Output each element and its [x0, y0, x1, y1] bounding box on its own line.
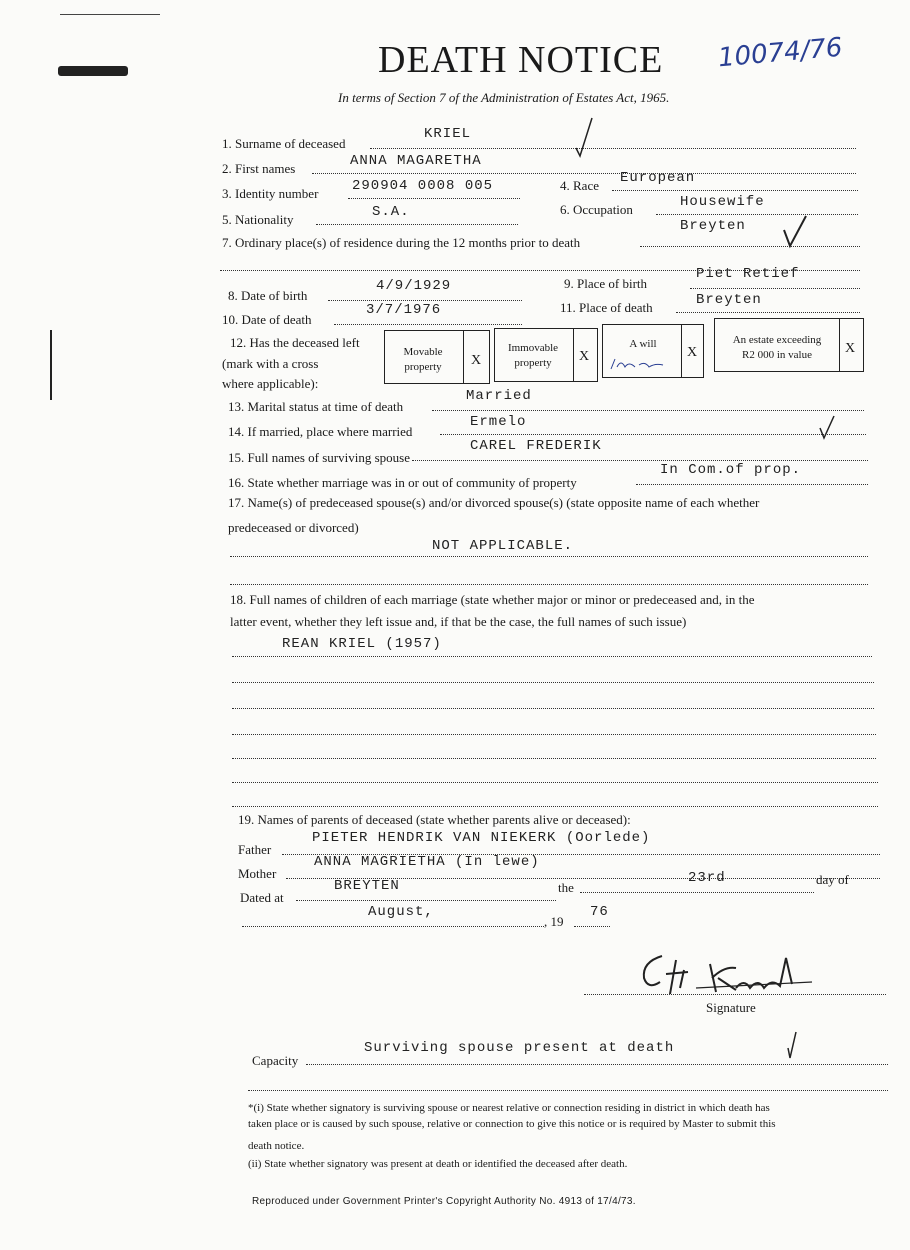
mother-value: ANNA MAGRIETHA (In lewe): [314, 854, 540, 870]
predeceased-spouse-line-2: [230, 584, 868, 585]
mother-label: Mother: [238, 866, 277, 881]
dated-at-label: Dated at: [240, 890, 284, 905]
estate-divider: [839, 319, 840, 371]
place-married-value: Ermelo: [470, 414, 527, 430]
dated-at-value: BREYTEN: [334, 878, 400, 894]
date-of-death-line: [334, 324, 522, 325]
community-property-line: [636, 484, 868, 485]
assets-label-1: 12. Has the deceased left: [230, 335, 360, 350]
date-of-death-value: 3/7/1976: [366, 302, 442, 318]
note-1-line-1: *(i) State whether signatory is surviving spouse or nearest relative or connection residing in district in which death has: [248, 1102, 770, 1114]
place-of-death-value: Breyten: [696, 292, 762, 308]
date-of-birth-line: [328, 300, 522, 301]
year-line: [574, 926, 610, 927]
note-1-line-3: death notice.: [248, 1140, 305, 1152]
predeceased-spouse-value: NOT APPLICABLE.: [432, 538, 574, 554]
predeceased-spouse-label-1: 17. Name(s) of predeceased spouse(s) and/or divorced spouse(s) (state opposite name of each whether: [228, 495, 760, 510]
place-married-label: 14. If married, place where married: [228, 424, 413, 439]
capacity-line: [306, 1064, 888, 1065]
marital-status-value: Married: [466, 388, 532, 404]
month-value: August,: [368, 904, 434, 920]
children-line-4: [232, 734, 876, 735]
surviving-spouse-label: 15. Full names of surviving spouse: [228, 450, 410, 465]
page-title: DEATH NOTICE: [378, 39, 664, 81]
check-mark-icon: [572, 116, 596, 160]
check-mark-icon: [784, 1030, 798, 1060]
movable-divider: [463, 331, 464, 383]
identity-number-label: 3. Identity number: [222, 186, 319, 201]
day-line: [580, 892, 814, 893]
children-label-2: latter event, whether they left issue and, if that be the case, the full names of such issue): [230, 614, 687, 629]
immovable-property-box: [494, 328, 598, 382]
surname-line: [370, 148, 856, 149]
nationality-line: [316, 224, 518, 225]
surviving-spouse-line: [412, 460, 868, 461]
father-value: PIETER HENDRIK VAN NIEKERK (Oorlede): [312, 830, 651, 846]
dated-at-line: [296, 900, 556, 901]
date-of-birth-label: 8. Date of birth: [228, 288, 308, 303]
place-of-death-label: 11. Place of death: [560, 300, 653, 315]
estate-value-box: [714, 318, 864, 372]
signature-image: [632, 948, 842, 998]
signature-label: Signature: [706, 1000, 756, 1015]
community-property-label: 16. State whether marriage was in or out of community of property: [228, 475, 577, 490]
scan-top-line: [60, 14, 160, 15]
scan-edge-mark: [50, 330, 52, 400]
predeceased-spouse-line: [230, 556, 868, 557]
capacity-value: Surviving spouse present at death: [364, 1040, 675, 1056]
marital-status-line: [432, 410, 864, 411]
movable-property-box: [384, 330, 490, 384]
check-mark-icon: [782, 214, 808, 250]
scan-binder-mark: [58, 66, 128, 76]
children-line-2: [232, 682, 874, 683]
immovable-label-1: Immovable: [507, 342, 559, 354]
check-mark-icon: [818, 414, 836, 440]
nationality-value: S.A.: [372, 204, 410, 220]
the-label: the: [558, 880, 574, 895]
estate-mark: X: [845, 341, 856, 356]
file-number: 10074/76: [716, 32, 844, 74]
will-box: [602, 324, 704, 378]
first-names-label: 2. First names: [222, 161, 296, 176]
estate-label-1: An estate exceeding: [732, 334, 822, 346]
note-1-line-2: taken place or is caused by such spouse, relative or connection to give this notice or is required by Master to submit this: [248, 1118, 776, 1130]
first-names-line: [312, 173, 856, 174]
day-of-label: day of: [816, 872, 849, 887]
movable-mark: X: [471, 353, 482, 368]
movable-label-2: property: [404, 361, 442, 373]
date-of-death-label: 10. Date of death: [222, 312, 312, 327]
residence-value: Breyten: [680, 218, 746, 234]
surname-label: 1. Surname of deceased: [222, 136, 346, 151]
will-mark: X: [687, 345, 698, 360]
children-line-7: [232, 806, 878, 807]
signature-line: [584, 994, 886, 995]
children-line-6: [232, 782, 878, 783]
date-of-birth-value: 4/9/1929: [376, 278, 452, 294]
immovable-label-2: property: [514, 357, 552, 369]
race-label: 4. Race: [560, 178, 599, 193]
place-of-birth-label: 9. Place of birth: [564, 276, 648, 291]
identity-number-line: [348, 198, 520, 199]
surviving-spouse-value: CAREL FREDERIK: [470, 438, 602, 454]
children-label-1: 18. Full names of children of each marriage (state whether major or minor or predeceased and, in the: [230, 592, 755, 607]
children-value: REAN KRIEL (1957): [282, 636, 442, 652]
year-value: 76: [590, 904, 609, 920]
surname-value: KRIEL: [424, 126, 472, 142]
marital-status-label: 13. Marital status at time of death: [228, 399, 404, 414]
month-line: [242, 926, 544, 927]
predeceased-spouse-label-2: predeceased or divorced): [228, 520, 359, 535]
estate-label-2: R2 000 in value: [742, 349, 812, 361]
residence-label: 7. Ordinary place(s) of residence during the 12 months prior to death: [222, 235, 581, 250]
identity-number-value: 290904 0008 005: [352, 178, 494, 194]
residence-line: [640, 246, 860, 247]
movable-label-1: Movable: [403, 346, 443, 358]
place-of-birth-value: Piet Retief: [696, 266, 800, 282]
capacity-label: Capacity: [252, 1053, 299, 1068]
children-line-1: [232, 656, 872, 657]
assets-label-3: where applicable):: [222, 376, 319, 391]
race-line: [612, 190, 858, 191]
note-2: (ii) State whether signatory was present at death or identified the deceased after death.: [248, 1158, 628, 1170]
will-divider: [681, 325, 682, 377]
first-names-value: ANNA MAGARETHA: [350, 153, 482, 169]
occupation-label: 6. Occupation: [560, 202, 633, 217]
occupation-line: [656, 214, 858, 215]
year-prefix: , 19: [544, 914, 564, 929]
community-property-value: In Com.of prop.: [660, 462, 802, 478]
father-label: Father: [238, 842, 272, 857]
page-subtitle: In terms of Section 7 of the Administration of Estates Act, 1965.: [338, 90, 670, 105]
place-of-death-line: [676, 312, 860, 313]
capacity-line-2: [248, 1090, 888, 1091]
race-value: European: [620, 170, 696, 186]
will-label: A will: [629, 338, 657, 350]
place-married-line: [440, 434, 866, 435]
occupation-value: Housewife: [680, 194, 765, 210]
nationality-label: 5. Nationality: [222, 212, 294, 227]
children-line-5: [232, 758, 876, 759]
parents-label: 19. Names of parents of deceased (state whether parents alive or deceased):: [238, 812, 631, 827]
children-line-3: [232, 708, 874, 709]
immovable-divider: [573, 329, 574, 381]
assets-label-2: (mark with a cross: [222, 356, 319, 371]
copyright-footer: Reproduced under Government Printer's Copyright Authority No. 4913 of 17/4/73.: [252, 1196, 636, 1207]
immovable-mark: X: [579, 349, 590, 364]
place-of-birth-line: [690, 288, 860, 289]
handwritten-scribble-icon: [609, 355, 669, 373]
day-value: 23rd: [688, 870, 726, 886]
